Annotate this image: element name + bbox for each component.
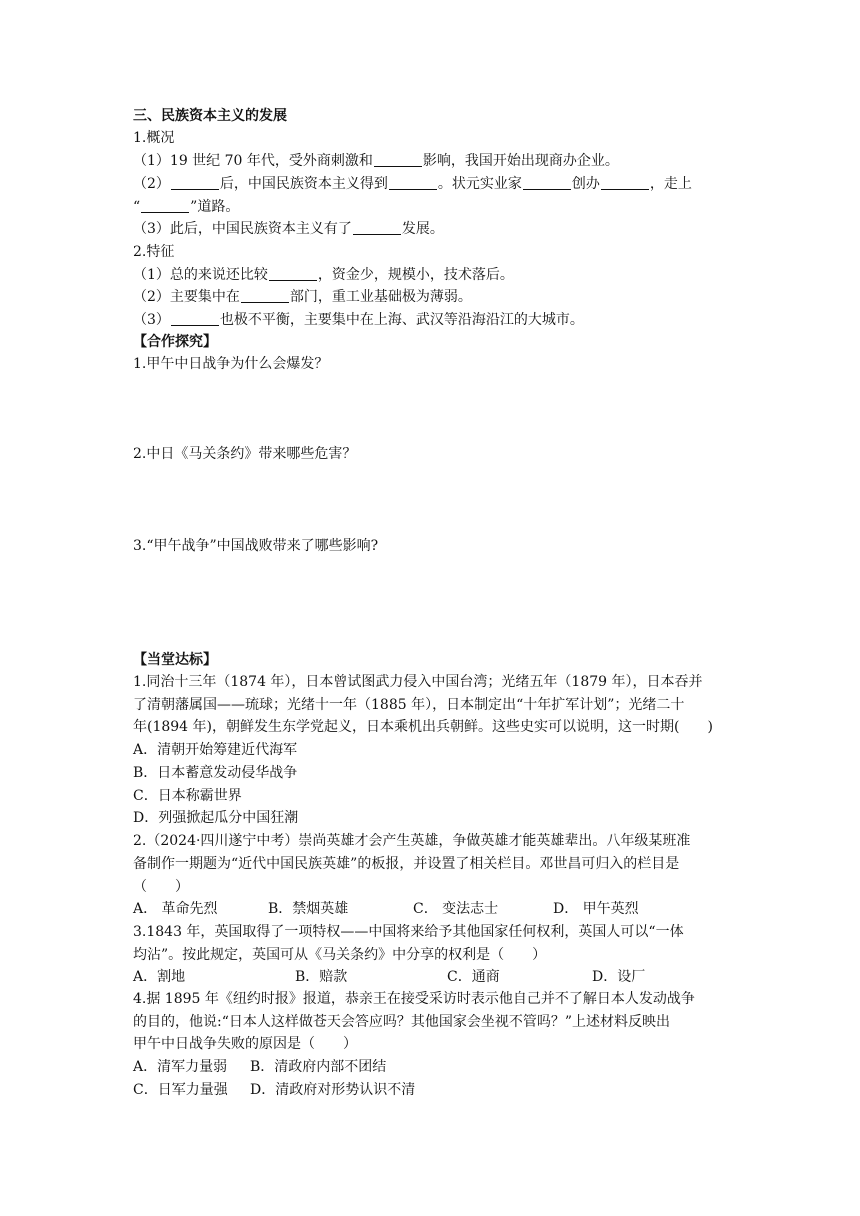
fill-blank[interactable] xyxy=(141,198,189,213)
q2-options xyxy=(133,898,639,920)
text: ”道路。 xyxy=(190,199,240,215)
overview-line-1 xyxy=(133,150,619,172)
text: （2） xyxy=(133,176,170,192)
text: 影响，我国开始出现商办企业。 xyxy=(422,153,619,169)
text: （2）主要集中在 xyxy=(133,289,240,305)
q1-option-a[interactable]: A．清朝开始筹建近代海军 xyxy=(133,742,298,758)
q2-option-b[interactable]: B．禁烟英雄 xyxy=(268,901,349,917)
features-line-1 xyxy=(133,264,514,286)
fill-blank[interactable] xyxy=(389,175,437,190)
q1-option-d[interactable]: D．列强掀起瓜分中国狂潮 xyxy=(133,810,299,826)
overview-line-3 xyxy=(133,196,239,218)
text: 后，中国民族资本主义得到 xyxy=(219,176,388,192)
q2-line-1: 2.（2024·四川遂宁中考）崇尚英雄才会产生英雄，争做英雄才能英雄辈出。八年级某班准 xyxy=(133,833,691,849)
q3-option-d[interactable]: D．设厂 xyxy=(592,969,646,985)
q2-line-3: （ ） xyxy=(133,879,189,895)
fill-blank[interactable] xyxy=(171,175,219,190)
explore-question-1: 1.甲午中日战争为什么会爆发？ xyxy=(133,356,329,372)
text: （3）此后，中国民族资本主义有了 xyxy=(133,221,352,237)
section-title: 三、民族资本主义的发展 xyxy=(133,108,287,124)
fill-blank[interactable] xyxy=(171,311,219,326)
q3-line-1: 3.1843 年，英国取得了一项特权——中国将来给予其他国家任何权利，英国人可以“一体 xyxy=(133,924,684,940)
overview-line-2 xyxy=(133,173,692,195)
text: ，资金少，规模小，技术落后。 xyxy=(317,267,514,283)
fill-blank[interactable] xyxy=(269,266,317,281)
q4-option-d[interactable]: D．清政府对形势认识不清 xyxy=(250,1082,416,1098)
q4-options-row-2 xyxy=(133,1079,415,1101)
q3-line-2: 均沾”。按此规定，英国可从《马关条约》中分享的权利是（ ） xyxy=(133,947,547,963)
text: 创办 xyxy=(571,176,600,192)
text: 。状元实业家 xyxy=(437,176,522,192)
q4-options-row-1 xyxy=(133,1056,386,1078)
q1-line-2: 了清朝藩属国——琉球；光绪十一年（1885 年），日本制定出“十年扩军计划”；光绪二十 xyxy=(133,697,685,713)
q2-option-c[interactable]: C． 变法志士 xyxy=(413,901,499,917)
q4-line-2: 的目的，他说:“日本人这样做苍天会答应吗？其他国家会坐视不管吗？”上述材料反映出 xyxy=(133,1014,671,1030)
fill-blank[interactable] xyxy=(523,175,571,190)
text: 发展。 xyxy=(401,221,444,237)
text: ，走上 xyxy=(649,176,692,192)
q3-options xyxy=(133,966,645,988)
features-heading: 2.特征 xyxy=(133,244,175,260)
text: “ xyxy=(133,199,141,215)
fill-blank[interactable] xyxy=(601,175,649,190)
fill-blank[interactable] xyxy=(353,220,401,235)
features-line-2 xyxy=(133,286,472,308)
text: 也极不平衡，主要集中在上海、武汉等沿海沿江的大城市。 xyxy=(219,312,584,328)
overview-heading: 1.概况 xyxy=(133,130,175,146)
q2-option-a[interactable]: A． 革命先烈 xyxy=(133,901,218,917)
q1-line-1: 1.同治十三年（1874 年），日本曾试图武力侵入中国台湾；光绪五年（1879 年），日本吞并 xyxy=(133,674,703,690)
text: （1）19 世纪 70 年代，受外商刺激和 xyxy=(133,153,373,169)
features-line-3 xyxy=(133,309,584,331)
q1-option-b[interactable]: B．日本蓄意发动侵华战争 xyxy=(133,765,298,781)
q2-option-d[interactable]: D． 甲午英烈 xyxy=(553,901,639,917)
q1-line-3: 年(1894 年)，朝鲜发生东学党起义，日本乘机出兵朝鲜。这些史实可以说明，这一时期( ) xyxy=(133,719,713,735)
fill-blank[interactable] xyxy=(241,288,289,303)
q2-line-2: 备制作一期题为“近代中国民族英雄”的板报，并设置了相关栏目。邓世昌可归入的栏目是 xyxy=(133,856,680,872)
q4-option-a[interactable]: A．清军力量弱 xyxy=(133,1059,228,1075)
q3-option-a[interactable]: A．割地 xyxy=(133,969,186,985)
text: （1）总的来说还比较 xyxy=(133,267,268,283)
q1-option-c[interactable]: C．日本称霸世界 xyxy=(133,788,242,804)
q4-line-1: 4.据 1895 年《纽约时报》报道，恭亲王在接受采访时表示他自己并不了解日本人发动战争 xyxy=(133,991,695,1007)
overview-line-4 xyxy=(133,218,444,240)
explore-question-2: 2.中日《马关条约》带来哪些危害？ xyxy=(133,446,357,462)
q3-option-c[interactable]: C．通商 xyxy=(447,969,500,985)
q4-option-b[interactable]: B．清政府内部不团结 xyxy=(250,1059,387,1075)
explore-question-3: 3.“甲午战争”中国战败带来了哪些影响? xyxy=(133,538,379,554)
fill-blank[interactable] xyxy=(374,152,422,167)
q3-option-b[interactable]: B．赔款 xyxy=(295,969,348,985)
practice-heading: 【当堂达标】 xyxy=(133,652,217,668)
text: （3） xyxy=(133,312,170,328)
explore-heading: 【合作探究】 xyxy=(133,334,217,350)
q4-line-3: 甲午中日战争失败的原因是（ ） xyxy=(133,1036,357,1052)
q4-option-c[interactable]: C．日军力量强 xyxy=(133,1082,228,1098)
text: 部门，重工业基础极为薄弱。 xyxy=(289,289,472,305)
